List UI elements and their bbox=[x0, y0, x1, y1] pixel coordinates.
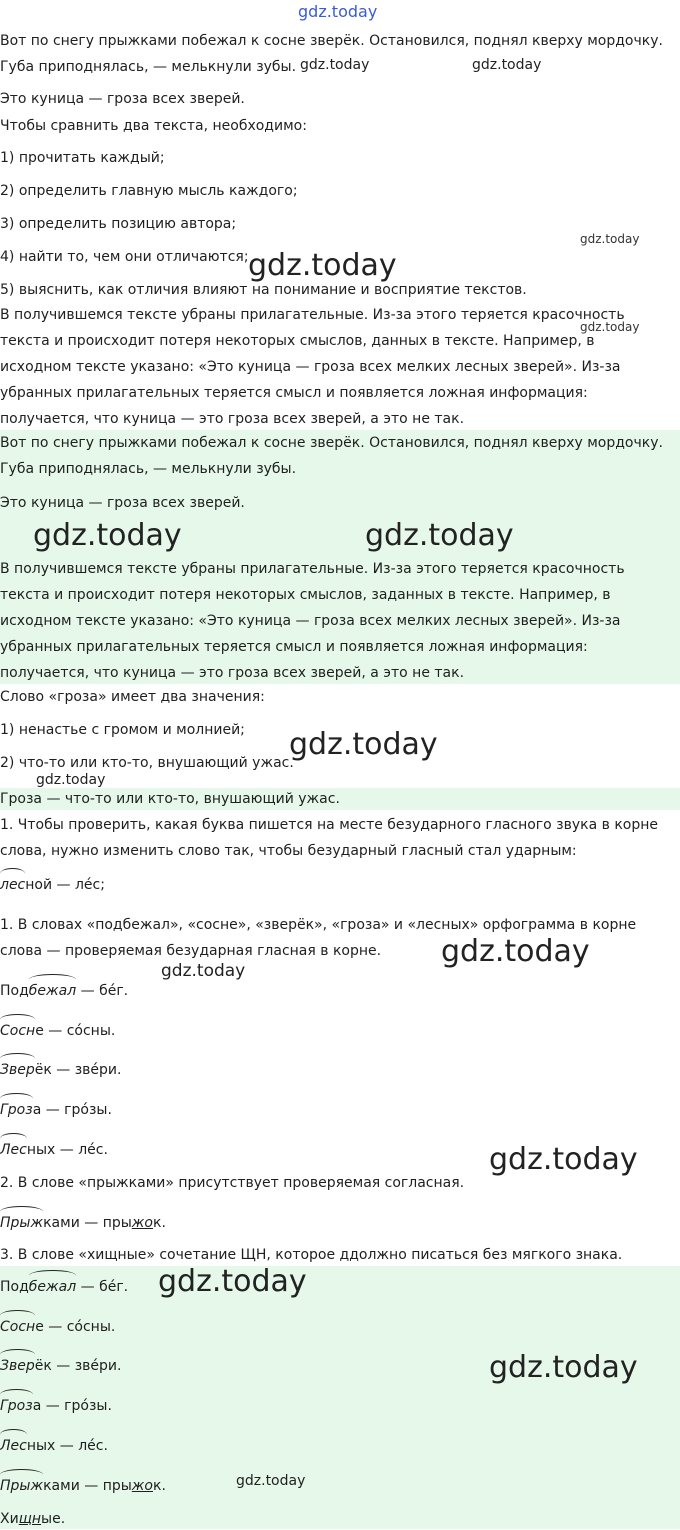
morpheme-line: Хищные. bbox=[0, 1511, 66, 1527]
root-mark: бежал bbox=[29, 980, 76, 1002]
morpheme-line: Гроза — гро́зы. bbox=[0, 1395, 112, 1417]
text-line: убранных прилагательных теряется смысл и появляется ложная информация: bbox=[0, 385, 588, 401]
text-line: Губа приподнялась, — мелькнули зубы. bbox=[0, 59, 297, 75]
text-line: получается, что куница — это гроза всех зверей, а это не так. bbox=[0, 411, 465, 427]
list-item: 4) найти то, чем они отличаются; bbox=[0, 249, 249, 265]
watermark: gdz.today bbox=[300, 57, 370, 73]
watermark: gdz.today bbox=[441, 934, 590, 969]
text-line: Это куница — гроза всех зверей. bbox=[0, 91, 245, 107]
answer-line: Губа приподнялась, — мелькнули зубы. bbox=[0, 461, 297, 477]
list-item: 1) ненастье с громом и молнией; bbox=[0, 722, 245, 738]
text-line: 3. В слове «хищные» сочетание ЩН, которое ддолжно писаться без мягкого знака. bbox=[0, 1247, 623, 1263]
morpheme-line: лесной — ле́с; bbox=[0, 874, 105, 896]
text-line: Слово «гроза» имеет два значения: bbox=[0, 689, 265, 705]
root-mark: Прыж bbox=[0, 1212, 43, 1234]
text-line: В получившемся тексте убраны прилагательные. Из-за этого теряется красочность bbox=[0, 307, 625, 323]
text-line: 1. Чтобы проверить, какая буква пишется на месте безударного гласного звука в корне bbox=[0, 817, 659, 833]
answer-line: получается, что куница — это гроза всех зверей, а это не так. bbox=[0, 665, 465, 681]
root-mark: лес bbox=[0, 874, 25, 896]
morpheme-line: Лесных — ле́с. bbox=[0, 1139, 108, 1161]
root-mark: Прыж bbox=[0, 1475, 43, 1497]
root-mark: Гроз bbox=[0, 1099, 33, 1121]
root-mark: Сосн bbox=[0, 1020, 35, 1042]
morpheme-line: Прыжками — прыжок. bbox=[0, 1212, 166, 1234]
watermark: gdz.today bbox=[33, 518, 182, 553]
list-item: 2) определить главную мысль каждого; bbox=[0, 183, 298, 199]
answer-line: Вот по снегу прыжками побежал к сосне зверёк. Остановился, поднял кверху мордочку. bbox=[0, 435, 663, 451]
watermark: gdz.today bbox=[248, 248, 397, 283]
morpheme-line: Сосне — со́сны. bbox=[0, 1316, 115, 1338]
text-line: слова — проверяемая безударная гласная в корне. bbox=[0, 943, 382, 959]
answer-line: В получившемся тексте убраны прилагательные. Из-за этого теряется красочность bbox=[0, 561, 625, 577]
watermark: gdz.today bbox=[365, 518, 514, 553]
morpheme-line: Прыжками — прыжок. bbox=[0, 1475, 166, 1497]
text-line: текста и происходит потеря некоторых смыслов, данных в тексте. Например, в bbox=[0, 333, 595, 349]
answer-line: убранных прилагательных теряется смысл и появляется ложная информация: bbox=[0, 639, 588, 655]
list-item: 5) выяснить, как отличия влияют на понимание и восприятие текстов. bbox=[0, 282, 527, 298]
list-item: 1) прочитать каждый; bbox=[0, 150, 165, 166]
answer-line: исходном тексте указано: «Это куница — гроза всех мелких лесных зверей». Из-за bbox=[0, 613, 621, 629]
text-line: Чтобы сравнить два текста, необходимо: bbox=[0, 118, 307, 134]
watermark: gdz.today bbox=[489, 1142, 638, 1177]
watermark: gdz.today bbox=[36, 772, 106, 788]
watermark: gdz.today bbox=[161, 961, 246, 981]
text-line: слова, нужно изменить слово так, чтобы безударный гласный стал ударным: bbox=[0, 843, 577, 859]
text-line: 1. В словах «подбежал», «сосне», «зверёк», «гроза» и «лесных» орфограмма в корне bbox=[0, 917, 637, 933]
root-mark: Лес bbox=[0, 1435, 27, 1457]
morpheme-line: Подбежал — бе́г. bbox=[0, 980, 128, 1002]
morpheme-line: Гроза — гро́зы. bbox=[0, 1099, 112, 1121]
list-item: 3) определить позицию автора; bbox=[0, 216, 237, 232]
text-line: 2. В слове «прыжками» присутствует проверяемая согласная. bbox=[0, 1175, 465, 1191]
watermark: gdz.today bbox=[580, 232, 640, 246]
morpheme-line: Подбежал — бе́г. bbox=[0, 1276, 128, 1298]
watermark: gdz.today bbox=[580, 320, 640, 334]
root-mark: бежал bbox=[29, 1276, 76, 1298]
root-mark: Звер bbox=[0, 1059, 35, 1081]
answer-line: Гроза — что-то или кто-то, внушающий ужас. bbox=[0, 791, 340, 807]
watermark-top: gdz.today bbox=[298, 2, 378, 21]
answer-line: Это куница — гроза всех зверей. bbox=[0, 495, 245, 511]
root-mark: Гроз bbox=[0, 1395, 33, 1417]
morpheme-line: Сосне — со́сны. bbox=[0, 1020, 115, 1042]
root-mark: Звер bbox=[0, 1355, 35, 1377]
morpheme-line: Лесных — ле́с. bbox=[0, 1435, 108, 1457]
root-mark: Сосн bbox=[0, 1316, 35, 1338]
morpheme-line: Зверёк — звéри. bbox=[0, 1059, 121, 1081]
root-mark: Лес bbox=[0, 1139, 27, 1161]
watermark: gdz.today bbox=[158, 1264, 307, 1299]
answer-line: текста и происходит потеря некоторых смыслов, заданных в тексте. Например, в bbox=[0, 587, 611, 603]
watermark: gdz.today bbox=[236, 1473, 306, 1489]
watermark: gdz.today bbox=[489, 1350, 638, 1385]
list-item: 2) что-то или кто-то, внушающий ужас. bbox=[0, 755, 294, 771]
morpheme-line: Зверёк — звéри. bbox=[0, 1355, 121, 1377]
text-line: Вот по снегу прыжками побежал к сосне зверёк. Остановился, поднял кверху мордочку. bbox=[0, 33, 663, 49]
watermark: gdz.today bbox=[289, 727, 438, 762]
text-line: исходном тексте указано: «Это куница — гроза всех мелких лесных зверей». Из-за bbox=[0, 359, 621, 375]
watermark: gdz.today bbox=[472, 57, 542, 73]
